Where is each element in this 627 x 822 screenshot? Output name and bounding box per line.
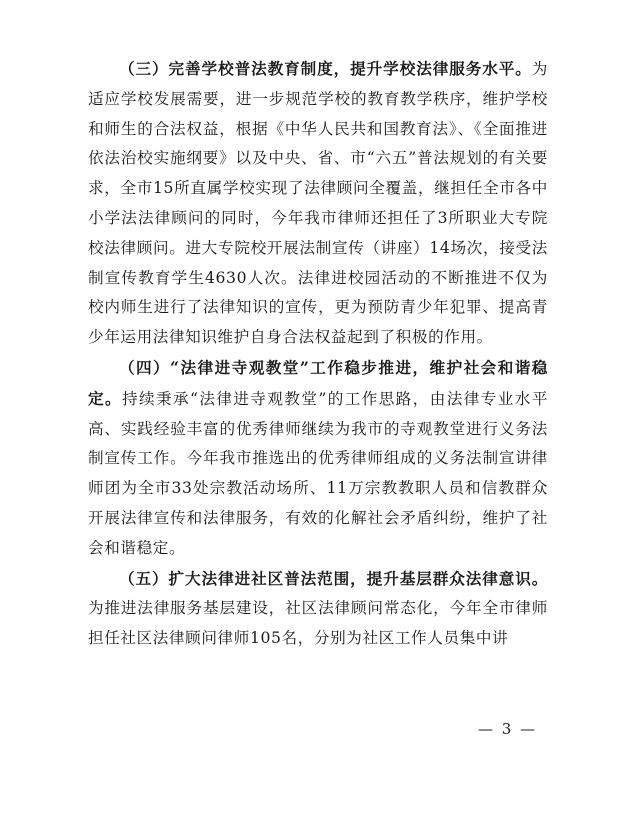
paragraph-law-into-communities xyxy=(88,564,548,654)
document-body xyxy=(88,54,548,654)
paragraph-law-into-temples xyxy=(88,353,548,564)
paragraph-heading: （五）扩大法律进社区普法范围，提升基层群众法律意识。 xyxy=(119,568,548,588)
paragraph-heading: （三）完善学校普法教育制度，提升学校法律服务水平。 xyxy=(119,59,532,78)
paragraph-text: 持续秉承“法律进寺观教堂”的工作思路，由法律专业水平高、实践经验丰富的优秀律师继续为我市的寺观教堂进行义务法制宣传工作。今年我市推选出的优秀律师组成的义务法制宣讲律师团为全市33处宗教活动场所、11万宗教教职人员和信教群众开展法律宣传和法律服务，有效的化解社会矛盾纠纷，维护了社会和谐稳定。 xyxy=(88,389,549,557)
paragraph-heading: （四）“法律进寺观教堂”工作稳步推进，维护社会和谐稳定。 xyxy=(88,357,548,408)
paragraph-school-legal-education xyxy=(88,54,548,353)
paragraph-text: 为适应学校发展需要，进一步规范学校的教育教学秩序，维护学校和师生的合法权益，根据《中华人民共和国教育法》、《全面推进依法治校实施纲要》以及中央、省、市“六五”普法规划的有关要求，全市15所直属学校实现了法律顾问全覆盖，继担任全市各中小学法法律顾问的同时，今年我市律师还担任了3所职业大专院校法律顾问。进大专院校开展法制宣传（讲座）14场次，接受法制宣传教育学生4630人次。法律进校园活动的不断推进不仅为校内师生进行了法律知识的宣传，更为预防青少年犯罪、提高青少年运用法律知识维护自身合法权益起到了积极的作用。 xyxy=(88,60,548,347)
page-number: — 3 — xyxy=(478,720,538,738)
paragraph-text: 为推进法律服务基层建设，社区法律顾问常态化，今年全市律师担任社区法律顾问律师105名，分别为社区工作人员集中讲 xyxy=(88,599,548,648)
